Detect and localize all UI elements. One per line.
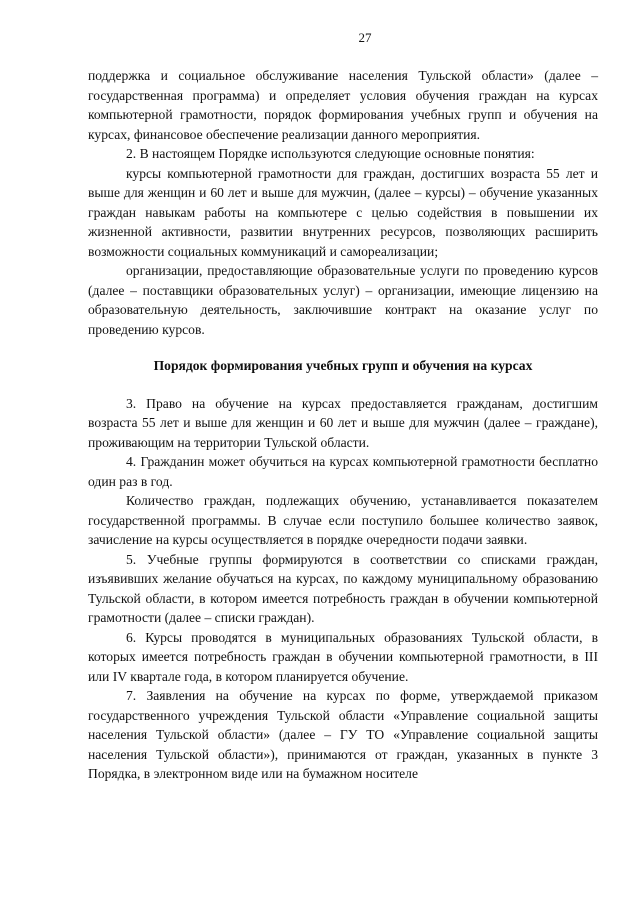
paragraph-item-3: 3. Право на обучение на курсах предоставляется гражданам, достигшим возраста 55 лет и выше для женщин и 60 лет и выше для мужчин (далее – граждане), проживающим на территории Тульской области. — [88, 395, 598, 450]
paragraph-item-6: 6. Курсы проводятся в муниципальных образованиях Тульской области, в которых имеется потребность граждан в обучении компьютерной грамотности, в III или IV квартале года, в котором планируется обучение. — [88, 629, 598, 684]
paragraph-definition-courses: курсы компьютерной грамотности для граждан, достигших возраста 55 лет и выше для женщин и 60 лет и выше для мужчин, (далее – курсы) – обучение указанных граждан навыкам работы на компьютере с целью содействия в повышении их жизненной активности, развитии внутренних ресурсов, позволяющих расширить возможности социальных коммуникаций и самореализации; — [88, 165, 598, 259]
paragraph-item-7: 7. Заявления на обучение на курсах по форме, утверждаемой приказом государственного учреждения Тульской области «Управление социальной защиты населения Тульской области» (далее – ГУ ТО «Управление социальной защиты населения Тульской области»), принимаются от граждан, указанных в пункте 3 Порядка, в электронном виде или на бумажном носителе — [88, 688, 598, 781]
paragraph-continuation: поддержка и социальное обслуживание населения Тульской области» (далее – государственная программа) и определяет условия обучения граждан на курсах компьютерной грамотности, порядок формирования учебных групп и обучения на курсах, финансовое обеспечение реализации данного мероприятия. — [88, 68, 598, 142]
page-number: 27 — [358, 30, 372, 45]
section-heading: Порядок формирования учебных групп и обучения на курсах — [153, 358, 533, 373]
paragraph-item-2: 2. В настоящем Порядке используются следующие основные понятия: — [126, 146, 535, 161]
paragraph-item-5: 5. Учебные группы формируются в соответствии со списками граждан, изъявивших желание обучаться на курсах, по каждому муниципальному образованию Тульской области, в котором имеется потребность граждан в обучении компьютерной грамотности (далее – списки граждан). — [88, 551, 598, 625]
paragraph-item-4: 4. Гражданин может обучиться на курсах компьютерной грамотности бесплатно один раз в год. — [88, 454, 598, 489]
section-body — [88, 394, 598, 784]
paragraph-quantity: Количество граждан, подлежащих обучению, устанавливается показателем государственной программы. В случае если поступило большее количество заявок, зачисление на курсы осуществляется в порядке очередности подачи заявки. — [88, 493, 598, 547]
intro-block — [88, 66, 598, 339]
paragraph-definition-providers: организации, предоставляющие образовательные услуги по проведению курсов (далее – поставщики образовательных услуг) – организации, имеющие лицензию на образовательную деятельность, заключившие контракт на оказание услуг по проведению курсов. — [88, 263, 598, 337]
